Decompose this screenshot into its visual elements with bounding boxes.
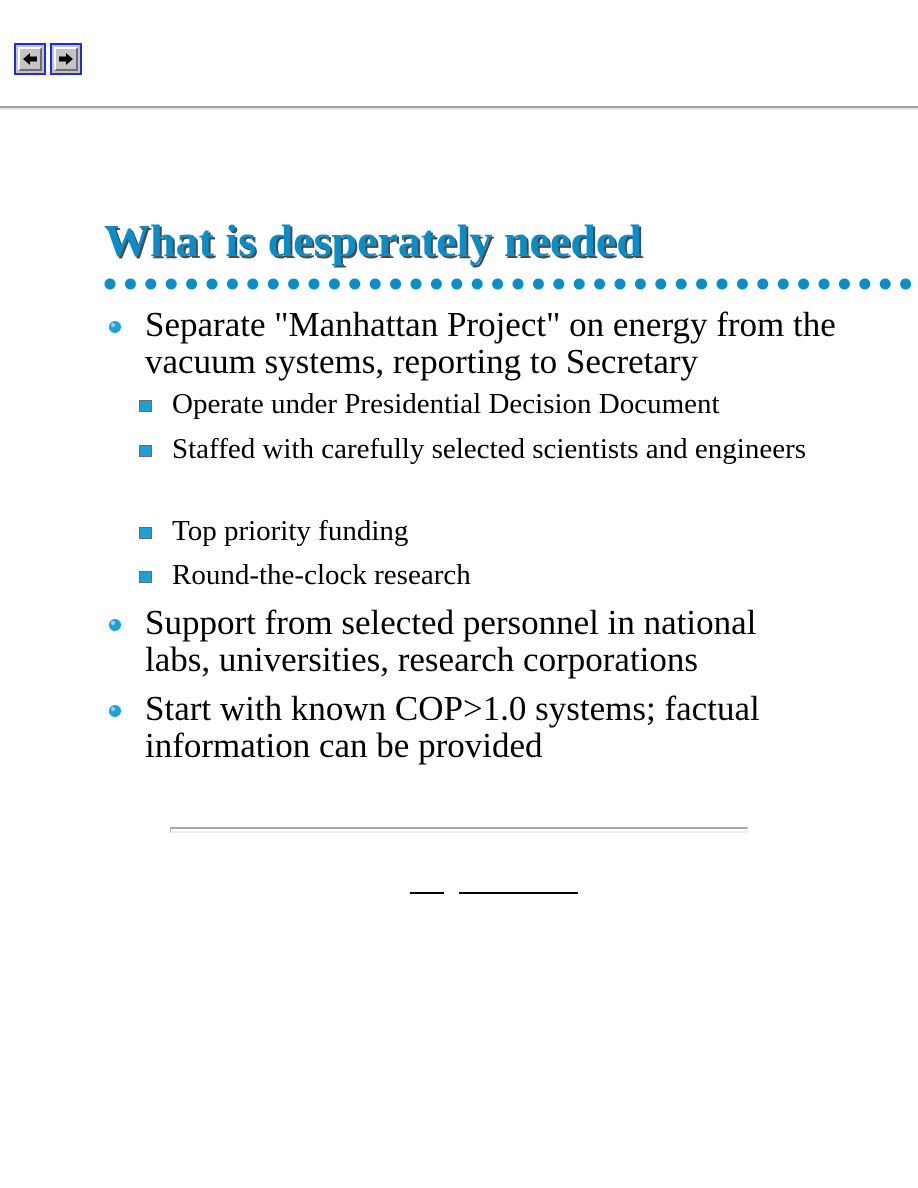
square-bullet-icon [139,400,152,412]
arrow-right-icon [54,47,78,71]
square-bullet-icon [139,527,152,539]
round-bullet-icon [108,704,122,718]
title-underline-dot [533,279,544,290]
title-underline-dot [309,279,320,290]
title-underline-dot [186,279,197,290]
square-bullet-icon [139,445,152,457]
round-bullet-icon [108,618,122,632]
header-divider [0,106,918,110]
bullet-item [145,604,825,678]
square-bullet-icon [139,571,152,583]
dotted-title-underline [103,277,918,291]
sub-bullet-item [172,385,872,424]
title-underline-dot [839,279,850,290]
title-underline-dot [329,279,340,290]
title-underline-dot [880,279,891,290]
title-underline-dot [900,279,911,290]
bullet-item [145,306,905,380]
title-underline-dot [207,279,218,290]
title-underline-dot [451,279,462,290]
title-underline-dot [288,279,299,290]
footer-link-empty[interactable] [459,882,578,894]
sub-bullet-text: Operate under Presidential Decision Document [172,388,720,420]
title-underline-dot [166,279,177,290]
slide-navigation [14,43,82,79]
sub-bullet-text: Staffed with carefully selected scientists and engineers [172,433,807,465]
sub-bullet-text: Round-the-clock research [172,559,471,591]
title-underline-dot [247,279,258,290]
bullet-text: Start with known COP>1.0 systems; factual information can be provided [145,689,760,765]
title-underline-dot [717,279,728,290]
title-underline-dot [553,279,564,290]
sub-bullet-item [172,512,872,551]
sub-bullet-item [172,430,812,469]
slide-title: What is desperately needed [104,215,642,266]
next-slide-button[interactable] [50,43,82,75]
footer-divider [170,827,748,833]
title-underline-dot [676,279,687,290]
round-bullet-icon [108,320,122,334]
sub-bullet-text: Top priority funding [172,515,409,547]
bullet-text: Support from selected personnel in national labs, universities, research corporations [145,603,757,679]
title-underline-dot [349,279,360,290]
title-underline-dot [105,279,116,290]
title-underline-dot [819,279,830,290]
title-underline-dot [411,279,422,290]
sub-bullet-item [172,556,872,595]
title-underline-dot [615,279,626,290]
title-underline-dot [370,279,381,290]
title-underline-dot [757,279,768,290]
title-underline-dot [431,279,442,290]
footer-links [0,882,918,894]
title-underline-dot [594,279,605,290]
title-underline-dot [513,279,524,290]
title-underline-dot [145,279,156,290]
title-underline-dot [859,279,870,290]
title-underline-dot [737,279,748,290]
title-underline-dot [696,279,707,290]
title-underline-dot [125,279,136,290]
title-underline-dot [390,279,401,290]
title-underline-dot [472,279,483,290]
title-underline-dot [635,279,646,290]
previous-slide-button[interactable] [14,43,46,75]
footer-link-empty[interactable] [410,882,444,894]
title-underline-dot [492,279,503,290]
arrow-left-icon [18,47,42,71]
title-underline-dot [268,279,279,290]
bullet-item [145,690,825,764]
bullet-text: Separate "Manhattan Project" on energy from the vacuum systems, reporting to Secretary [145,305,836,381]
title-underline-dot [778,279,789,290]
title-underline-dot [574,279,585,290]
title-underline-dot [227,279,238,290]
title-underline-dot [798,279,809,290]
title-underline-dot [655,279,666,290]
